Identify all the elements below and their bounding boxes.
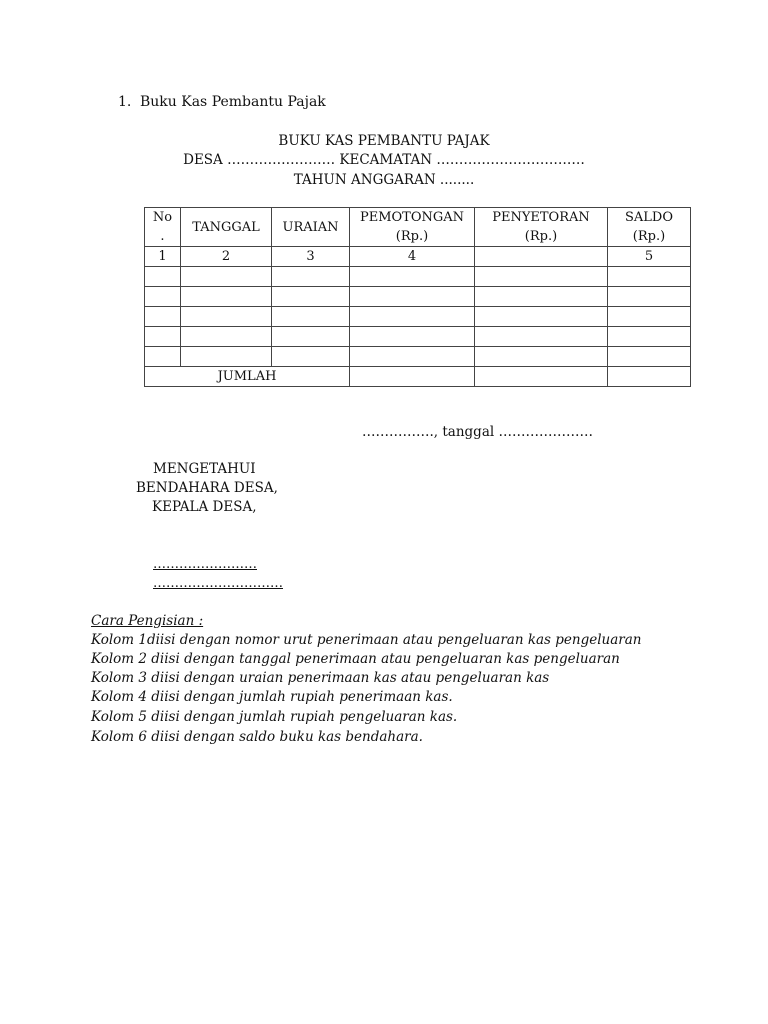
header-tanggal: TANGGAL (181, 208, 272, 247)
total-penyetoran-cell (475, 367, 608, 387)
table-row (145, 287, 691, 307)
column-number: 2 (181, 247, 272, 267)
place-date-line: ……………., tanggal ………………… (362, 424, 593, 440)
table-cell (181, 327, 272, 347)
instruction-line: Kolom 3 diisi dengan uraian penerimaan kas atau pengeluaran kas (91, 670, 550, 686)
column-number: 5 (608, 247, 691, 267)
total-pemotongan-cell (350, 367, 475, 387)
instruction-line: Kolom 1diisi dengan nomor urut penerimaan atau pengeluaran kas pengeluaran (91, 632, 642, 648)
table-cell (272, 267, 350, 287)
table-cell (608, 307, 691, 327)
table-header-row (145, 208, 691, 247)
table-cell (181, 307, 272, 327)
column-number (475, 247, 608, 267)
table-cell (350, 267, 475, 287)
document-fiscal-year-line: TAHUN ANGGARAN ........ (293, 172, 475, 188)
instruction-line: Kolom 5 diisi dengan jumlah rupiah pengeluaran kas. (91, 709, 458, 725)
table-cell (272, 307, 350, 327)
section-number: 1. (118, 94, 132, 110)
table-cell (608, 327, 691, 347)
table-cell (272, 327, 350, 347)
header-no: No . (145, 208, 181, 247)
table-cell (145, 347, 181, 367)
table-row (145, 347, 691, 367)
table-cell (145, 267, 181, 287)
signature-name-placeholder: …………………… (153, 557, 257, 572)
table-cell (145, 287, 181, 307)
section-heading (118, 94, 326, 110)
total-saldo-cell (608, 367, 691, 387)
instruction-line: Kolom 2 diisi dengan tanggal penerimaan atau pengeluaran kas pengeluaran (91, 651, 620, 667)
signature-treasurer-title: BENDAHARA DESA, (136, 480, 278, 496)
table-cell (475, 347, 608, 367)
document-title: BUKU KAS PEMBANTU PAJAK (278, 133, 490, 149)
table-cell (608, 267, 691, 287)
signature-village-head-title: KEPALA DESA, (152, 499, 257, 515)
signature-acknowledge: MENGETAHUI (153, 461, 256, 477)
table-cell (350, 347, 475, 367)
document-village-district-line: DESA …………………… KECAMATAN …………………………… (183, 152, 585, 168)
header-saldo: SALDO (Rp.) (608, 208, 691, 247)
table-row (145, 327, 691, 347)
instruction-line: Kolom 4 diisi dengan jumlah rupiah penerimaan kas. (91, 689, 453, 705)
table-cell (350, 327, 475, 347)
table-total-row (145, 367, 691, 387)
table-cell (608, 347, 691, 367)
table-cell (475, 327, 608, 347)
table-cell (181, 287, 272, 307)
section-title: Buku Kas Pembantu Pajak (140, 94, 326, 110)
instructions-title: Cara Pengisian : (91, 613, 204, 629)
table-row (145, 307, 691, 327)
column-number: 1 (145, 247, 181, 267)
table-cell (608, 287, 691, 307)
column-number: 4 (350, 247, 475, 267)
table-cell (475, 267, 608, 287)
table-cell (145, 327, 181, 347)
table-cell (181, 347, 272, 367)
table-cell (272, 347, 350, 367)
header-uraian: URAIAN (272, 208, 350, 247)
table-cell (350, 307, 475, 327)
table-cell (475, 287, 608, 307)
column-number-row (145, 247, 691, 267)
table-cell (272, 287, 350, 307)
total-label: JUMLAH (145, 367, 350, 387)
tax-ledger-table (144, 207, 691, 387)
table-cell (475, 307, 608, 327)
table-cell (145, 307, 181, 327)
table-cell (350, 287, 475, 307)
header-penyetoran: PENYETORAN (Rp.) (475, 208, 608, 247)
table-row (145, 267, 691, 287)
signature-name-placeholder: ………………………… (153, 576, 283, 591)
header-pemotongan: PEMOTONGAN (Rp.) (350, 208, 475, 247)
instruction-line: Kolom 6 diisi dengan saldo buku kas bendahara. (91, 729, 423, 745)
column-number: 3 (272, 247, 350, 267)
table-cell (181, 267, 272, 287)
